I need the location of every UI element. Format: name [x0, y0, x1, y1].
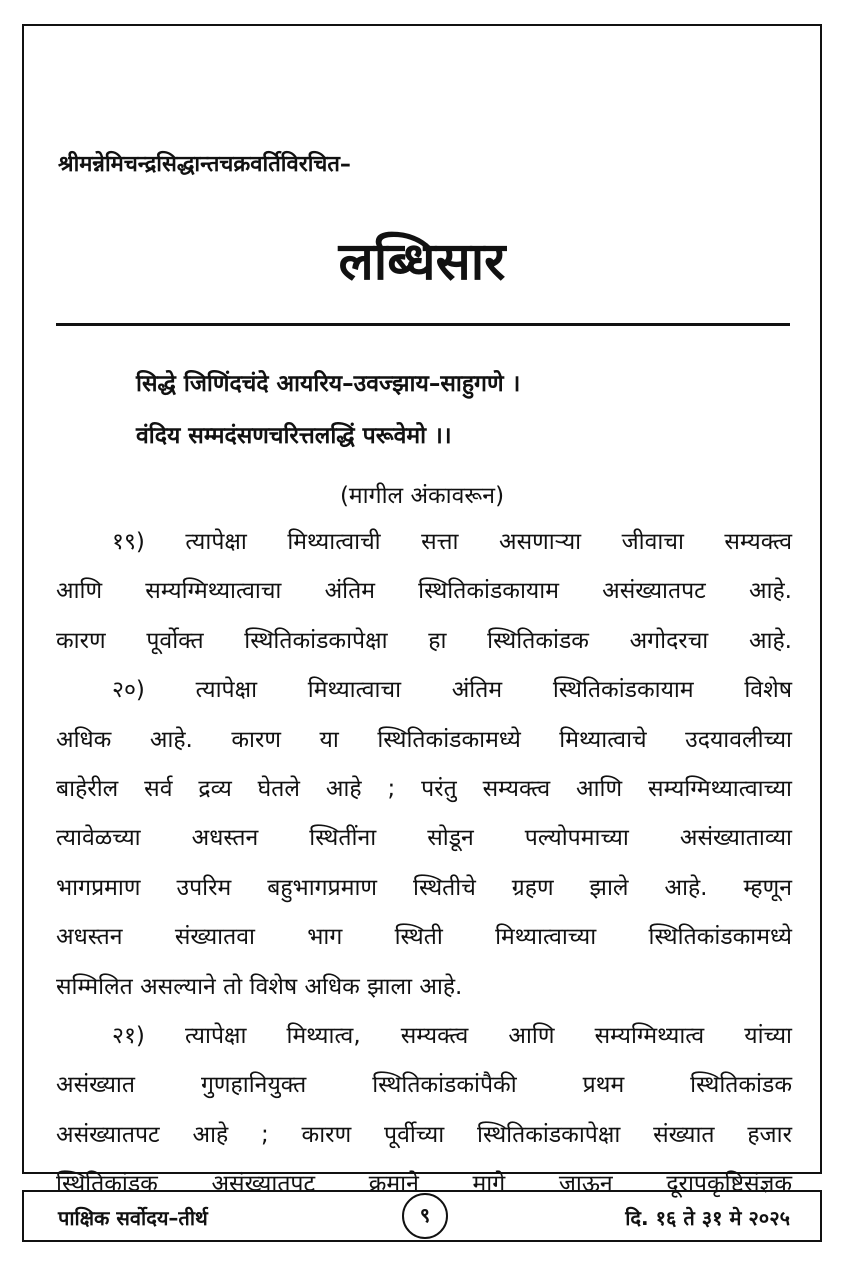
- paragraph-21-line-3: असंख्यातपट आहे ; कारण पूर्वीच्या स्थितिकांडकापेक्षा संख्यात हजार: [56, 1121, 792, 1148]
- paragraph-20-line-3: बाहेरील सर्व द्रव्य घेतले आहे ; परंतु सम्यक्त्व आणि सम्यग्मिथ्यात्वाच्या: [56, 776, 792, 803]
- page-title: लब्धिसार: [338, 231, 506, 292]
- page-frame: [22, 24, 822, 1198]
- paragraph-20-line-4: त्यावेळच्या अधस्तन स्थितींना सोडून पल्योपमाच्या असंख्याताव्या: [56, 825, 792, 852]
- continued-note: (मागील अंकावरून): [339, 483, 505, 509]
- page-number: ९: [402, 1193, 448, 1239]
- work-attribution: श्रीमन्नेमिचन्द्रसिद्धान्तचक्रवर्तिविरचित–: [58, 152, 351, 177]
- paragraph-19-line-3: कारण पूर्वोक्त स्थितिकांडकापेक्षा हा स्थितिकांडक अगोदरचा आहे.: [56, 627, 792, 654]
- paragraph-20-line-6: अधस्तन संख्यातवा भाग स्थिती मिथ्यात्वाच्या स्थितिकांडकामध्ये: [56, 924, 792, 951]
- issue-date: दि. १६ ते ३१ मे २०२५: [625, 1206, 790, 1230]
- paragraph-19-line-2: आणि सम्यग्मिथ्यात्वाचा अंतिम स्थितिकांडकायाम असंख्यातपट आहे.: [56, 578, 792, 605]
- paragraph-19-line-1: १९) त्यापेक्षा मिथ्यात्वाची सत्ता असणाऱ्या जीवाचा सम्यक्त्व: [112, 529, 792, 555]
- publication-name: पाक्षिक सर्वोदय–तीर्थ: [58, 1206, 208, 1230]
- paragraph-20-line-2: अधिक आहे. कारण या स्थितिकांडकामध्ये मिथ्यात्वाचे उदयावलीच्या: [56, 726, 792, 753]
- verse-line-1: सिद्धे जिणिंदचंदे आयरिय–उवज्झाय–साहुगणे ।: [136, 371, 521, 397]
- paragraph-20-line-5: भागप्रमाण उपरिम बहुभागप्रमाण स्थितीचे ग्रहण झाले आहे. म्हणून: [56, 874, 792, 901]
- paragraph-21-line-2: असंख्यात गुणहानियुक्त स्थितिकांडकांपैकी प्रथम स्थितिकांडक: [56, 1072, 792, 1099]
- paragraph-21-line-4: स्थितिकांडक असंख्यातपट क्रमाने मागे जाऊन दूरापकृष्टिसंज्ञक: [56, 1171, 792, 1198]
- page-footer: [22, 1190, 822, 1242]
- paragraph-20-line-1: २०) त्यापेक्षा मिथ्यात्वाचा अंतिम स्थितिकांडकायाम विशेष: [112, 677, 792, 704]
- title-divider: [56, 323, 790, 326]
- body-text: [56, 518, 792, 1210]
- paragraph-20-line-7: सम्मिलित असल्याने तो विशेष अधिक झाला आहे.: [56, 973, 463, 1000]
- paragraph-21-line-1: २१) त्यापेक्षा मिथ्यात्व, सम्यक्त्व आणि सम्यग्मिथ्यात्व यांच्या: [112, 1023, 792, 1050]
- verse-line-2: वंदिय सम्मदंसणचरित्तलद्धिं परूवेमो ।।: [136, 423, 452, 449]
